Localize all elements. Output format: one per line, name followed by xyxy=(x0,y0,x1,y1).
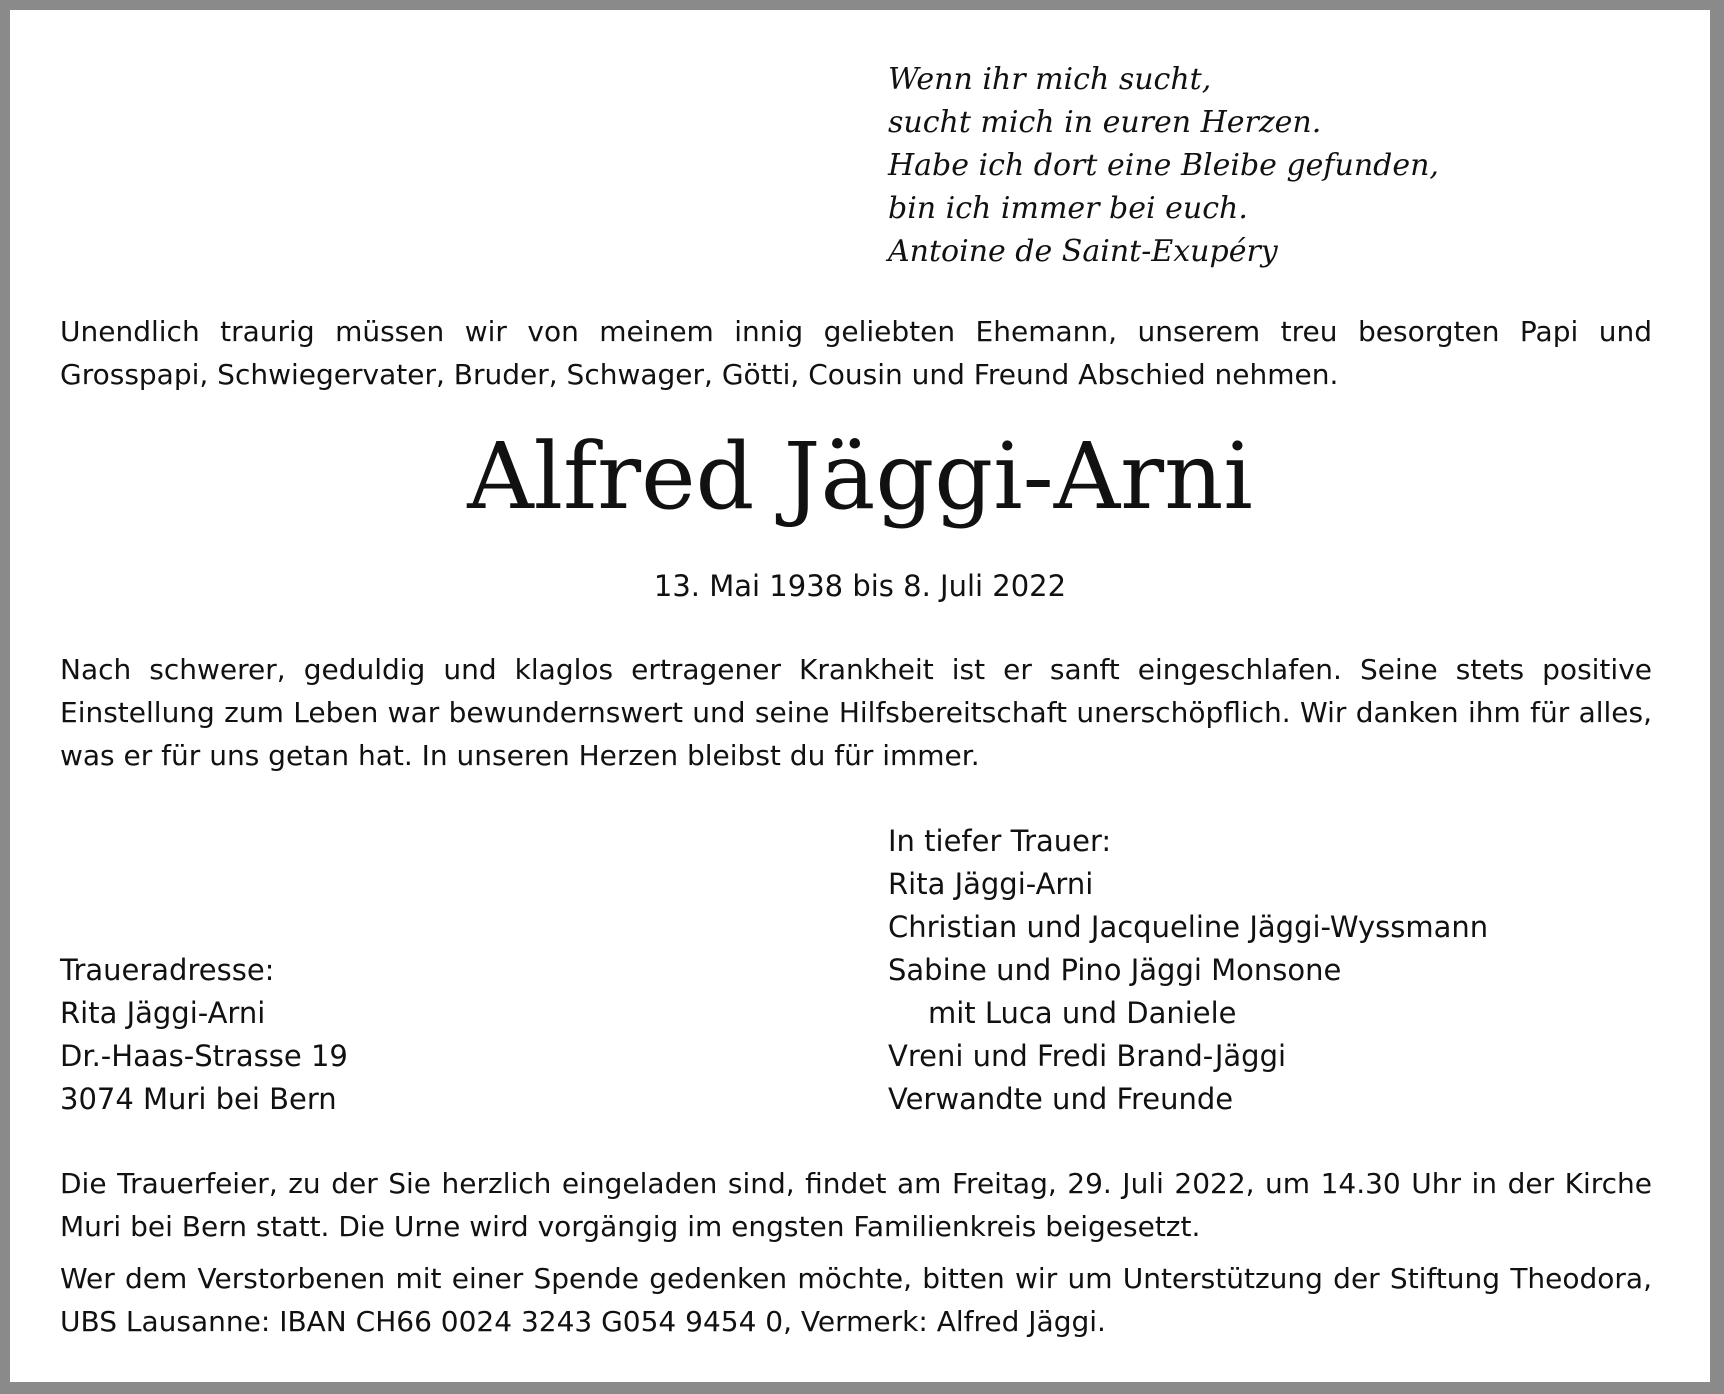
deceased-name: Alfred Jäggi-Arni xyxy=(467,423,1253,530)
obituary-page xyxy=(10,10,1710,1382)
quote-line: sucht mich in euren Herzen. xyxy=(888,105,1322,140)
quote-author: Antoine de Saint-Exupéry xyxy=(888,234,1278,269)
mourners-heading: In tiefer Trauer: xyxy=(888,824,1112,858)
mourner-line: Christian und Jacqueline Jäggi-Wyssmann xyxy=(888,910,1489,944)
tribute-paragraph: Nach schwerer, geduldig und klaglos ertragener Krankheit ist er sanft eingeschlafen. Seine stets positive Einstellung zum Leben war bewundernswert und seine Hilfsbereitschaft unerschöpflich. Wir danken ihm für alles, was er für uns getan hat. In unseren Herzen bleibst du für immer. xyxy=(60,653,1652,772)
address-line: 3074 Muri bei Bern xyxy=(60,1082,337,1116)
quote-line: Wenn ihr mich sucht, xyxy=(888,62,1212,97)
quote-line: bin ich immer bei euch. xyxy=(888,191,1248,226)
address-heading: Traueradresse: xyxy=(60,953,275,987)
mourner-line: Rita Jäggi-Arni xyxy=(888,867,1094,901)
life-dates: 13. Mai 1938 bis 8. Juli 2022 xyxy=(653,569,1067,603)
mourning-address xyxy=(60,949,660,1121)
mourner-line: Vreni und Fredi Brand-Jäggi xyxy=(888,1039,1287,1073)
mourner-line: Verwandte und Freunde xyxy=(888,1082,1234,1116)
ceremony-paragraph: Die Trauerfeier, zu der Sie herzlich eingeladen sind, findet am Freitag, 29. Juli 2022, um 14.30 Uhr in der Kirche Muri bei Bern statt. Die Urne wird vorgängig im engsten Familienkreis beigesetzt. xyxy=(60,1167,1652,1243)
quote-line: Habe ich dort eine Bleibe gefunden, xyxy=(888,148,1439,183)
epigraph-quote xyxy=(888,58,1588,273)
address-line: Dr.-Haas-Strasse 19 xyxy=(60,1039,348,1073)
address-line: Rita Jäggi-Arni xyxy=(60,996,266,1030)
donation-paragraph: Wer dem Verstorbenen mit einer Spende gedenken möchte, bitten wir um Unterstützung der Stiftung Theodora, UBS Lausanne: IBAN CH66 0024 3243 G054 9454 0, Vermerk: Alfred Jäggi. xyxy=(60,1262,1652,1338)
mourner-line: mit Luca und Daniele xyxy=(928,996,1237,1030)
mourners-list xyxy=(888,820,1648,1121)
intro-paragraph: Unendlich traurig müssen wir von meinem innig geliebten Ehemann, unserem treu besorgten Papi und Grosspapi, Schwiegervater, Bruder, Schwager, Götti, Cousin und Freund Abschied nehmen. xyxy=(60,315,1652,391)
mourner-line: Sabine und Pino Jäggi Monsone xyxy=(888,953,1342,987)
